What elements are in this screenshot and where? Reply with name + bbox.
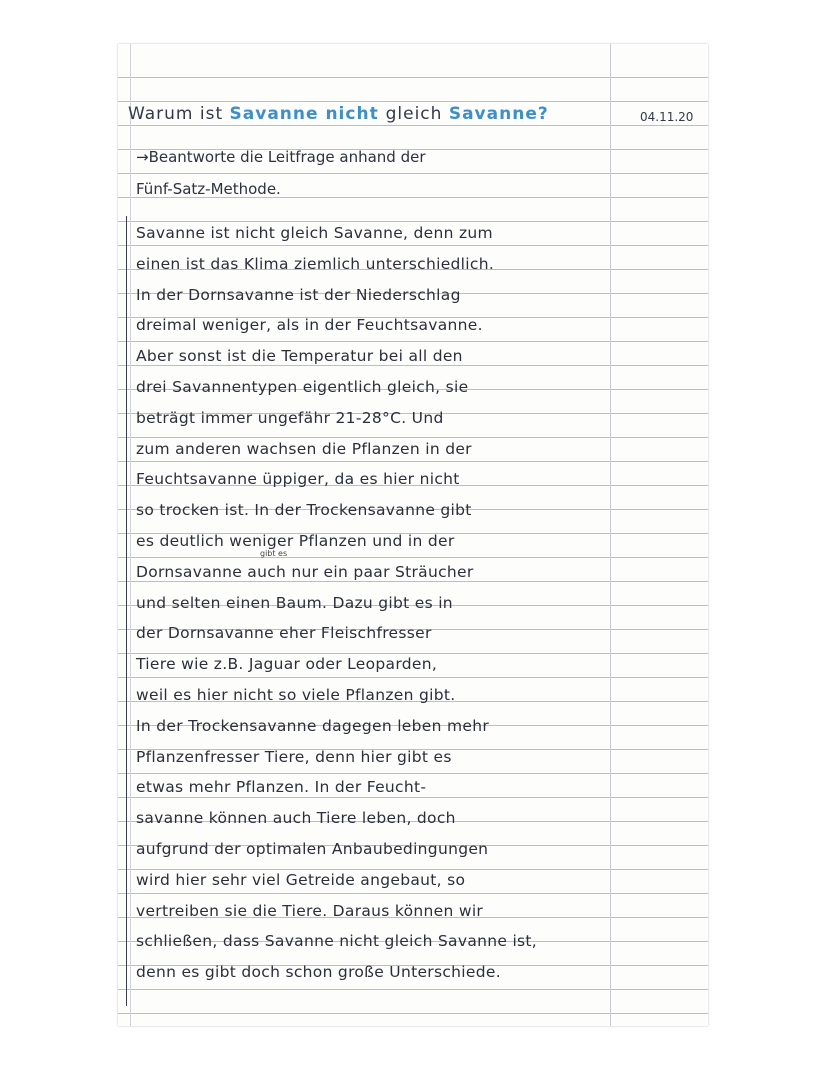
answer-line: aufgrund der optimalen Anbaubedingungen: [136, 840, 489, 858]
answer-line: und selten einen Baum. Dazu gibt es in: [136, 593, 453, 612]
date-label: 04.11.20: [640, 110, 694, 124]
title-part-2: nicht: [325, 104, 386, 124]
answer-line: beträgt immer ungefähr 21-28°C. Und: [136, 408, 444, 427]
title-part-3: Savanne?: [448, 104, 549, 124]
answer-line: In der Dornsavanne ist der Niederschlag: [136, 285, 461, 304]
answer-line: Savanne ist nicht gleich Savanne, denn zum: [136, 224, 493, 242]
title-highlight-2: gleich: [385, 104, 449, 124]
notebook-page: [118, 44, 708, 1026]
title-part-1: Warum ist: [128, 104, 230, 124]
insertion-note: gibt es: [260, 549, 288, 558]
answer-line: es deutlich weniger Pflanzen und in der: [136, 532, 455, 550]
answer-line: weil es hier nicht so viele Pflanzen gibt.: [136, 686, 456, 704]
answer-line: schließen, dass Savanne nicht gleich Savanne ist,: [136, 932, 538, 951]
answer-line: etwas mehr Pflanzen. In der Feucht-: [136, 778, 427, 797]
answer-line: so trocken ist. In der Trockensavanne gibt: [136, 501, 472, 520]
answer-line: der Dornsavanne eher Fleischfresser: [136, 624, 432, 643]
title-highlight-1: Savanne: [229, 104, 326, 124]
answer-line: drei Savannentypen eigentlich gleich, sie: [136, 378, 469, 396]
answer-line: Tiere wie z.B. Jaguar oder Leoparden,: [136, 655, 438, 674]
answer-line: Dornsavanne auch nur ein paar Sträucher: [136, 562, 474, 581]
answer-line: In der Trockensavanne dagegen leben mehr: [136, 716, 489, 735]
answer-line: dreimal weniger, als in der Feuchtsavanne.: [136, 316, 483, 335]
answer-line: denn es gibt doch schon große Unterschiede.: [136, 963, 501, 982]
answer-line: wird hier sehr viel Getreide angebaut, so: [136, 870, 466, 889]
answer-line: Feuchtsavanne üppiger, da es hier nicht: [136, 470, 460, 489]
answer-line: einen ist das Klima ziemlich unterschiedlich.: [136, 254, 495, 273]
task-line-2: Fünf-Satz-Methode.: [136, 180, 281, 198]
answer-line: zum anderen wachsen die Pflanzen in der: [136, 439, 472, 458]
task-line-1: →Beantworte die Leitfrage anhand der: [136, 148, 426, 166]
answer-line: Pflanzenfresser Tiere, denn hier gibt es: [136, 747, 452, 766]
page-title: [128, 104, 549, 124]
answer-line: Aber sonst ist die Temperatur bei all den: [136, 347, 463, 366]
answer-line: savanne können auch Tiere leben, doch: [136, 809, 456, 828]
answer-line: vertreiben sie die Tiere. Daraus können wir: [136, 901, 484, 920]
